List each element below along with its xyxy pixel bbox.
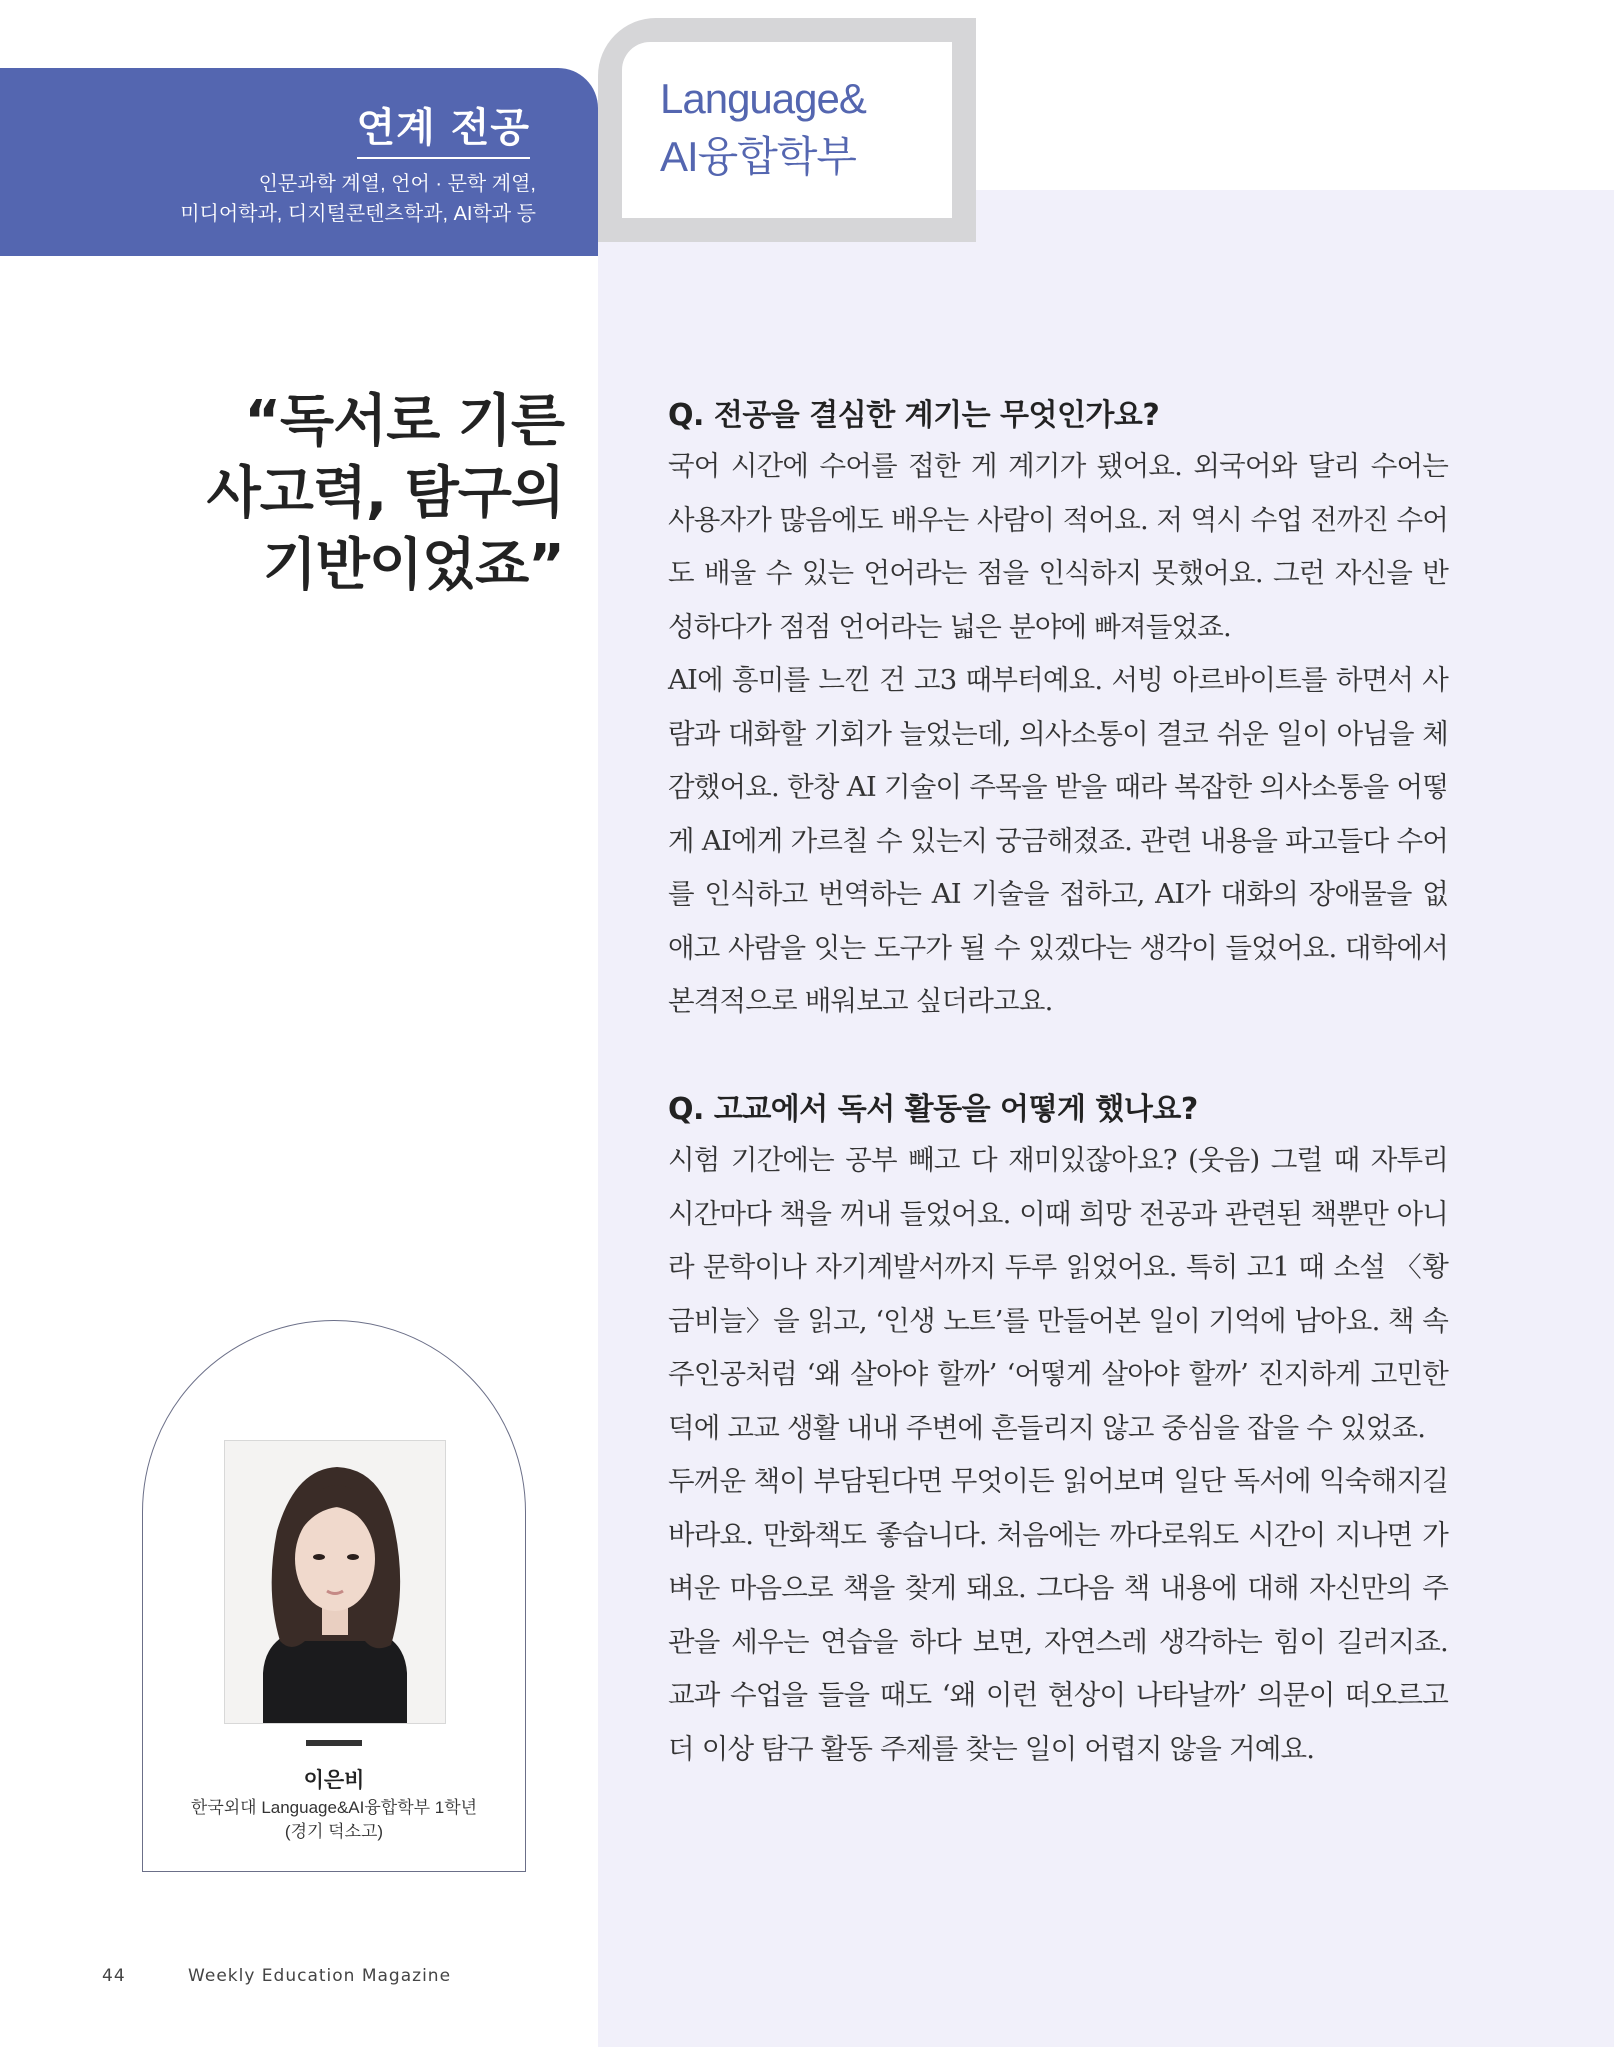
pull-quote-line3: 기반이었죠” bbox=[262, 533, 564, 598]
magazine-name: Weekly Education Magazine bbox=[188, 1966, 452, 1986]
department-name-line2: AI융합학부 bbox=[660, 133, 856, 180]
profile-photo bbox=[224, 1440, 446, 1724]
portrait-illustration bbox=[225, 1441, 445, 1723]
student-affiliation-line2: (경기 덕소고) bbox=[284, 1822, 384, 1841]
qa-block-2 bbox=[668, 1086, 1448, 1776]
student-affiliation bbox=[142, 1796, 526, 1844]
question-2: Q. 고교에서 독서 활동을 어떻게 했나요? bbox=[668, 1092, 1198, 1127]
page-number: 44 bbox=[102, 1966, 126, 1986]
student-affiliation-line1: 한국외대 Language&AI융합학부 1학년 bbox=[190, 1798, 478, 1817]
student-name: 이은비 bbox=[303, 1768, 365, 1792]
department-name bbox=[660, 70, 980, 186]
pull-quote-line1: “독서로 기른 bbox=[244, 389, 564, 454]
related-major-line1: 인문과학 계열, 언어 · 문학 계열, bbox=[258, 173, 536, 195]
answer-2-paragraph-1: 시험 기간에는 공부 빼고 다 재미있잖아요? (웃음) 그럴 때 자투리 시간마다 책을 꺼내 들었어요. 이때 희망 전공과 관련된 책뿐만 아니라 문학이나 자기계발서까지 두루 읽었어요. 특히 고1 때 소설 〈황금비늘〉을 읽고, ‘인생 노트’를 만들어본 일이 기억에 남아요. 책 속 주인공처럼 ‘왜 살아야 할까’ ‘어떻게 살아야 할까’ 진지하게 고민한 덕에 고교 생활 내내 주변에 흔들리지 않고 중심을 잡을 수 있었죠. bbox=[668, 1144, 1448, 1444]
question-1: Q. 전공을 결심한 계기는 무엇인가요? bbox=[668, 398, 1160, 433]
qa-block-1 bbox=[668, 392, 1448, 1029]
name-divider bbox=[306, 1740, 362, 1746]
answer-2 bbox=[668, 1134, 1448, 1776]
related-major-line2: 미디어학과, 디지털콘텐츠학과, AI학과 등 bbox=[180, 203, 536, 225]
page-footer bbox=[102, 1966, 451, 1986]
related-major-title: 연계 전공 bbox=[357, 96, 531, 159]
answer-1 bbox=[668, 440, 1448, 1029]
related-major-band bbox=[0, 68, 598, 256]
answer-1-paragraph-2: AI에 흥미를 느낀 건 고3 때부터예요. 서빙 아르바이트를 하면서 사람과 대화할 기회가 늘었는데, 의사소통이 결코 쉬운 일이 아님을 체감했어요. 한창 AI 기술이 주목을 받을 때라 복잡한 의사소통을 어떻게 AI에게 가르칠 수 있는지 궁금해졌죠. 관련 내용을 파고들다 수어를 인식하고 번역하는 AI 기술을 접하고, AI가 대화의 장애물을 없애고 사람을 잇는 도구가 될 수 있겠다는 생각이 들었어요. 대학에서 본격적으로 배워보고 싶더라고요. bbox=[668, 664, 1448, 1017]
department-name-line1: Language& bbox=[660, 75, 866, 122]
pull-quote-line2: 사고력, 탐구의 bbox=[206, 461, 564, 526]
related-major-list bbox=[16, 169, 536, 229]
answer-2-paragraph-2: 두꺼운 책이 부담된다면 무엇이든 읽어보며 일단 독서에 익숙해지길 바라요. 만화책도 좋습니다. 처음에는 까다로워도 시간이 지나면 가벼운 마음으로 책을 찾게 돼요. 그다음 책 내용에 대해 자신만의 주관을 세우는 연습을 하다 보면, 자연스레 생각하는 힘이 길러지죠. 교과 수업을 들을 때도 ‘왜 이런 현상이 나타날까’ 의문이 떠오르고 더 이상 탐구 활동 주제를 찾는 일이 어렵지 않을 거예요. bbox=[668, 1465, 1448, 1765]
answer-1-paragraph-1: 국어 시간에 수어를 접한 게 계기가 됐어요. 외국어와 달리 수어는 사용자가 많음에도 배우는 사람이 적어요. 저 역시 수업 전까진 수어도 배울 수 있는 언어라는 점을 인식하지 못했어요. 그런 자신을 반성하다가 점점 언어라는 넓은 분야에 빠져들었죠. bbox=[668, 450, 1448, 643]
pull-quote bbox=[124, 386, 564, 602]
